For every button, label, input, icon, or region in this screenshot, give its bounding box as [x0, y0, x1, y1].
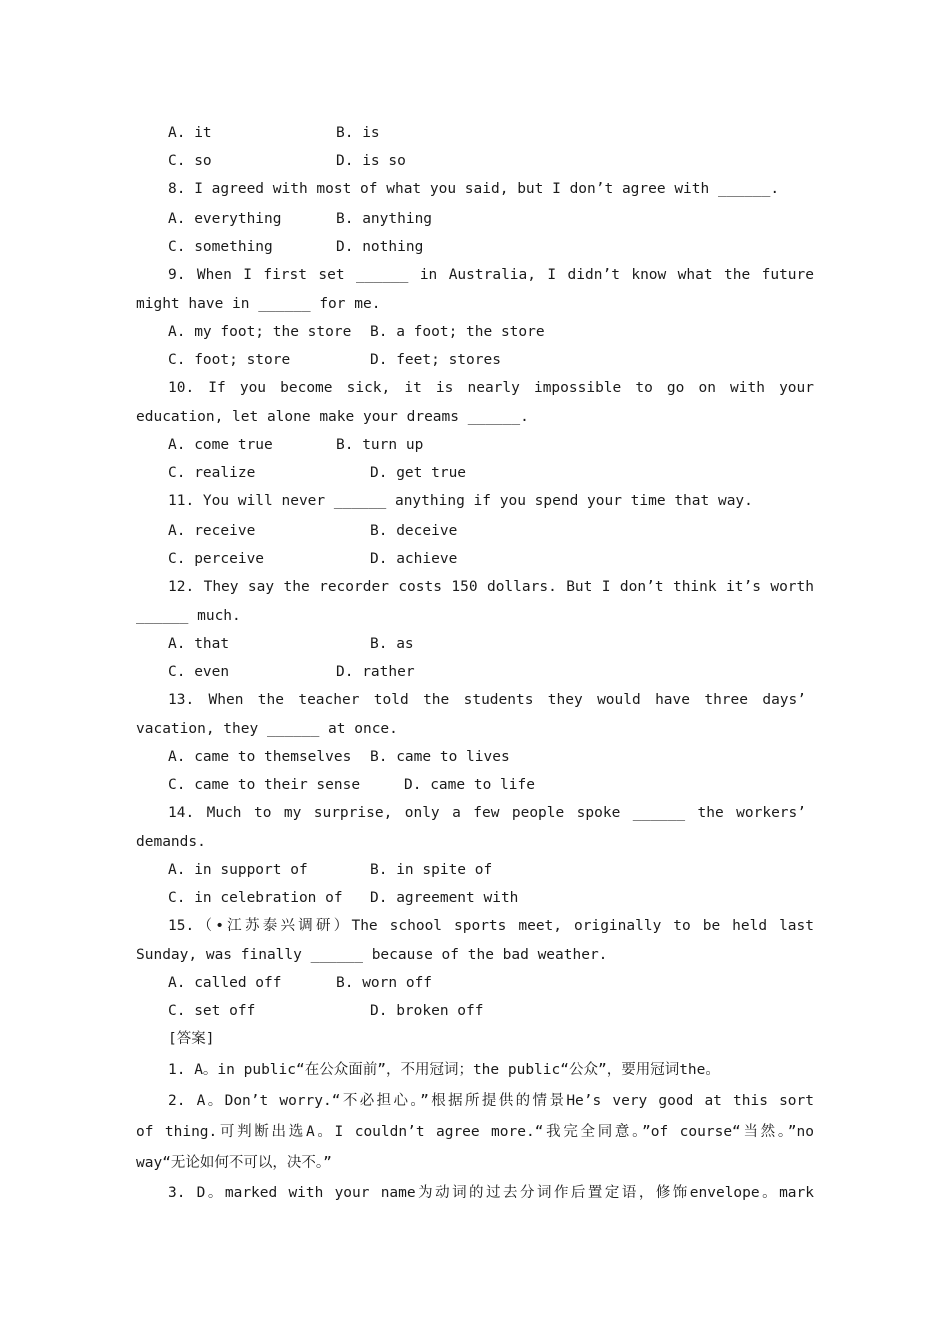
q10-stem-line1: 10. If you become sick, it is nearly impossible to go on with your [168, 380, 814, 396]
q12-option-b: B. as [370, 636, 414, 652]
q9-option-a: A. my foot; the store [168, 324, 352, 340]
q11-option-c: C. perceive [168, 551, 265, 567]
q13-option-c: C. came to their sense [168, 777, 361, 793]
q8-stem: 8. I agreed with most of what you said, but I don’t agree with ______. [168, 181, 780, 197]
q9-stem-line1: 9. When I first set ______ in Australia, I didn’t know what the future [168, 267, 814, 283]
answer-2-line1: 2. A。Don’t worry.“不必担心。”根据所提供的情景He’s very good at this sort [168, 1093, 814, 1109]
q10-option-a: A. come true [168, 437, 273, 453]
q14-stem-line2: demands. [136, 834, 206, 850]
q15-option-c: C. set off [168, 1003, 256, 1019]
q8-option-b: B. anything [336, 211, 433, 227]
q11-stem: 11. You will never ______ anything if you spend your time that way. [168, 493, 753, 509]
answer-3-line1: 3. D。marked with your name为动词的过去分词作后置定语，修饰envelope。mark [168, 1185, 814, 1201]
q10-option-d: D. get true [370, 465, 467, 481]
q12-option-a: A. that [168, 636, 230, 652]
q14-option-b: B. in spite of [370, 862, 493, 878]
q13-option-d: D. came to life [404, 777, 535, 793]
q9-option-d: D. feet; stores [370, 352, 501, 368]
q9-stem-line2: might have in ______ for me. [136, 296, 381, 312]
q11-option-b: B. deceive [370, 523, 458, 539]
q9-option-c: C. foot; store [168, 352, 291, 368]
q7-option-d: D. is so [336, 153, 406, 169]
q13-option-a: A. came to themselves [168, 749, 352, 765]
q10-option-c: C. realize [168, 465, 256, 481]
q8-option-d: D. nothing [336, 239, 424, 255]
q7-option-c: C. so [168, 153, 212, 169]
q15-option-d: D. broken off [370, 1003, 484, 1019]
q11-option-a: A. receive [168, 523, 256, 539]
q13-stem-line1: 13. When the teacher told the students they would have three days’ [168, 692, 806, 708]
q12-stem-line1: 12. They say the recorder costs 150 dollars. But I don’t think it’s worth [168, 579, 814, 595]
q7-option-b: B. is [336, 125, 380, 141]
q13-option-b: B. came to lives [370, 749, 510, 765]
q8-option-c: C. something [168, 239, 273, 255]
q12-option-c: C. even [168, 664, 230, 680]
q14-option-c: C. in celebration of [168, 890, 343, 906]
q11-option-d: D. achieve [370, 551, 458, 567]
q7-option-a: A. it [168, 125, 212, 141]
q15-stem-line1: 15.（•江苏泰兴调研）The school sports meet, originally to be held last [168, 918, 814, 934]
q13-stem-line2: vacation, they ______ at once. [136, 721, 398, 737]
q8-option-a: A. everything [168, 211, 282, 227]
q15-option-a: A. called off [168, 975, 282, 991]
answer-2-line3: way“无论如何不可以，决不。” [136, 1155, 332, 1171]
q14-option-d: D. agreement with [370, 890, 519, 906]
q10-stem-line2: education, let alone make your dreams ______. [136, 409, 529, 425]
answer-2-line2: of thing.可判断出选A。I couldn’t agree more.“我完全同意。”of course“当然。”no [136, 1124, 814, 1140]
q12-stem-line2: ______ much. [136, 608, 241, 624]
q15-option-b: B. worn off [336, 975, 433, 991]
q14-option-a: A. in support of [168, 862, 308, 878]
q9-option-b: B. a foot; the store [370, 324, 545, 340]
answer-1: 1. A。in public“在公众面前”，不用冠词；the public“公众”，要用冠词the。 [168, 1062, 720, 1078]
q12-option-d: D. rather [336, 664, 415, 680]
answers-heading: [答案] [168, 1031, 215, 1047]
q14-stem-line1: 14. Much to my surprise, only a few people spoke ______ the workers’ [168, 805, 806, 821]
q10-option-b: B. turn up [336, 437, 424, 453]
q15-stem-line2: Sunday, was finally ______ because of the bad weather. [136, 947, 608, 963]
